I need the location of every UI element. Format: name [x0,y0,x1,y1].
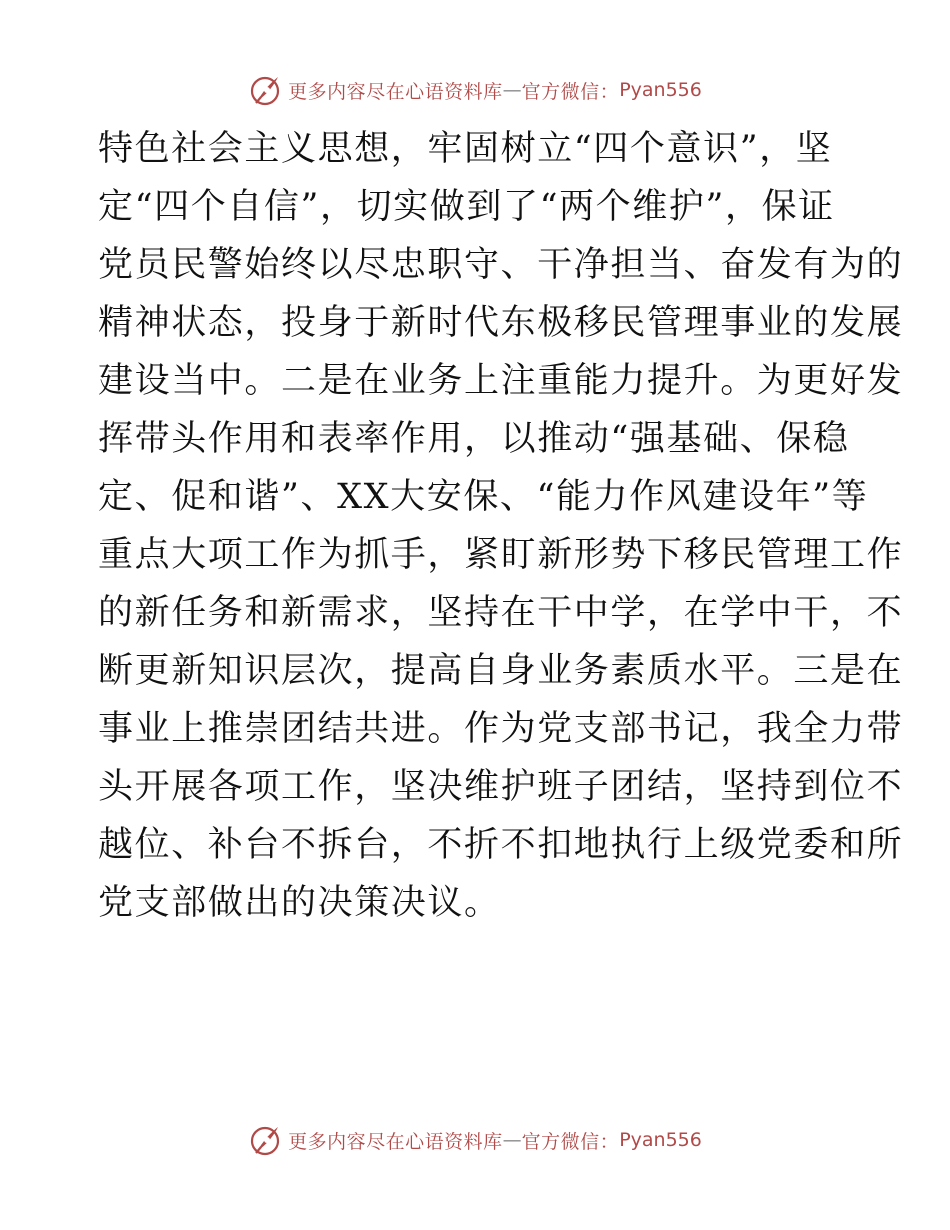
body-line: 越位、补台不拆台，不折不扣地执行上级党委和所 [98,825,904,865]
footer-watermark [0,1120,950,1160]
body-line: 精神状态，投身于新时代东极移民管理事业的发展 [98,303,904,343]
header-watermark [0,70,950,110]
body-line: 的新任务和新需求，坚持在干中学，在学中干，不 [98,593,904,633]
body-line: 定“四个自信”，切实做到了“两个维护”，保证 [98,187,835,227]
body-line: 重点大项工作为抓手，紧盯新形势下移民管理工作 [98,535,904,575]
body-line: 特色社会主义思想，牢固树立“四个意识”，坚 [98,129,833,169]
document-body [98,120,904,932]
body-line: 头开展各项工作，坚决维护班子团结，坚持到位不 [98,767,904,807]
body-line: 定、促和谐”、XX大安保、“能力作风建设年”等 [98,477,869,517]
body-line: 断更新知识层次，提高自身业务素质水平。三是在 [98,651,904,691]
watermark-contact-label: 官方微信： [521,1130,620,1153]
watermark-text: 更多内容尽在心语资料库 [288,1130,503,1153]
watermark-contact-label: 官方微信： [521,80,620,103]
body-line: 建设当中。二是在业务上注重能力提升。为更好发 [98,361,904,401]
watermark-contact-id: Pyan556 [619,79,702,101]
body-line: 党支部做出的决策决议。 [98,883,501,923]
watermark-text: 更多内容尽在心语资料库 [288,80,503,103]
watermark-separator: — [502,79,522,101]
watermark-contact-id: Pyan556 [619,1129,702,1151]
quill-logo-icon [248,73,282,107]
body-line: 挥带头作用和表率作用，以推动“强基础、保稳 [98,419,850,459]
watermark-separator: — [502,1129,522,1151]
quill-logo-icon [248,1123,282,1157]
body-line: 事业上推崇团结共进。作为党支部书记，我全力带 [98,709,904,749]
body-line: 党员民警始终以尽忠职守、干净担当、奋发有为的 [98,245,904,285]
